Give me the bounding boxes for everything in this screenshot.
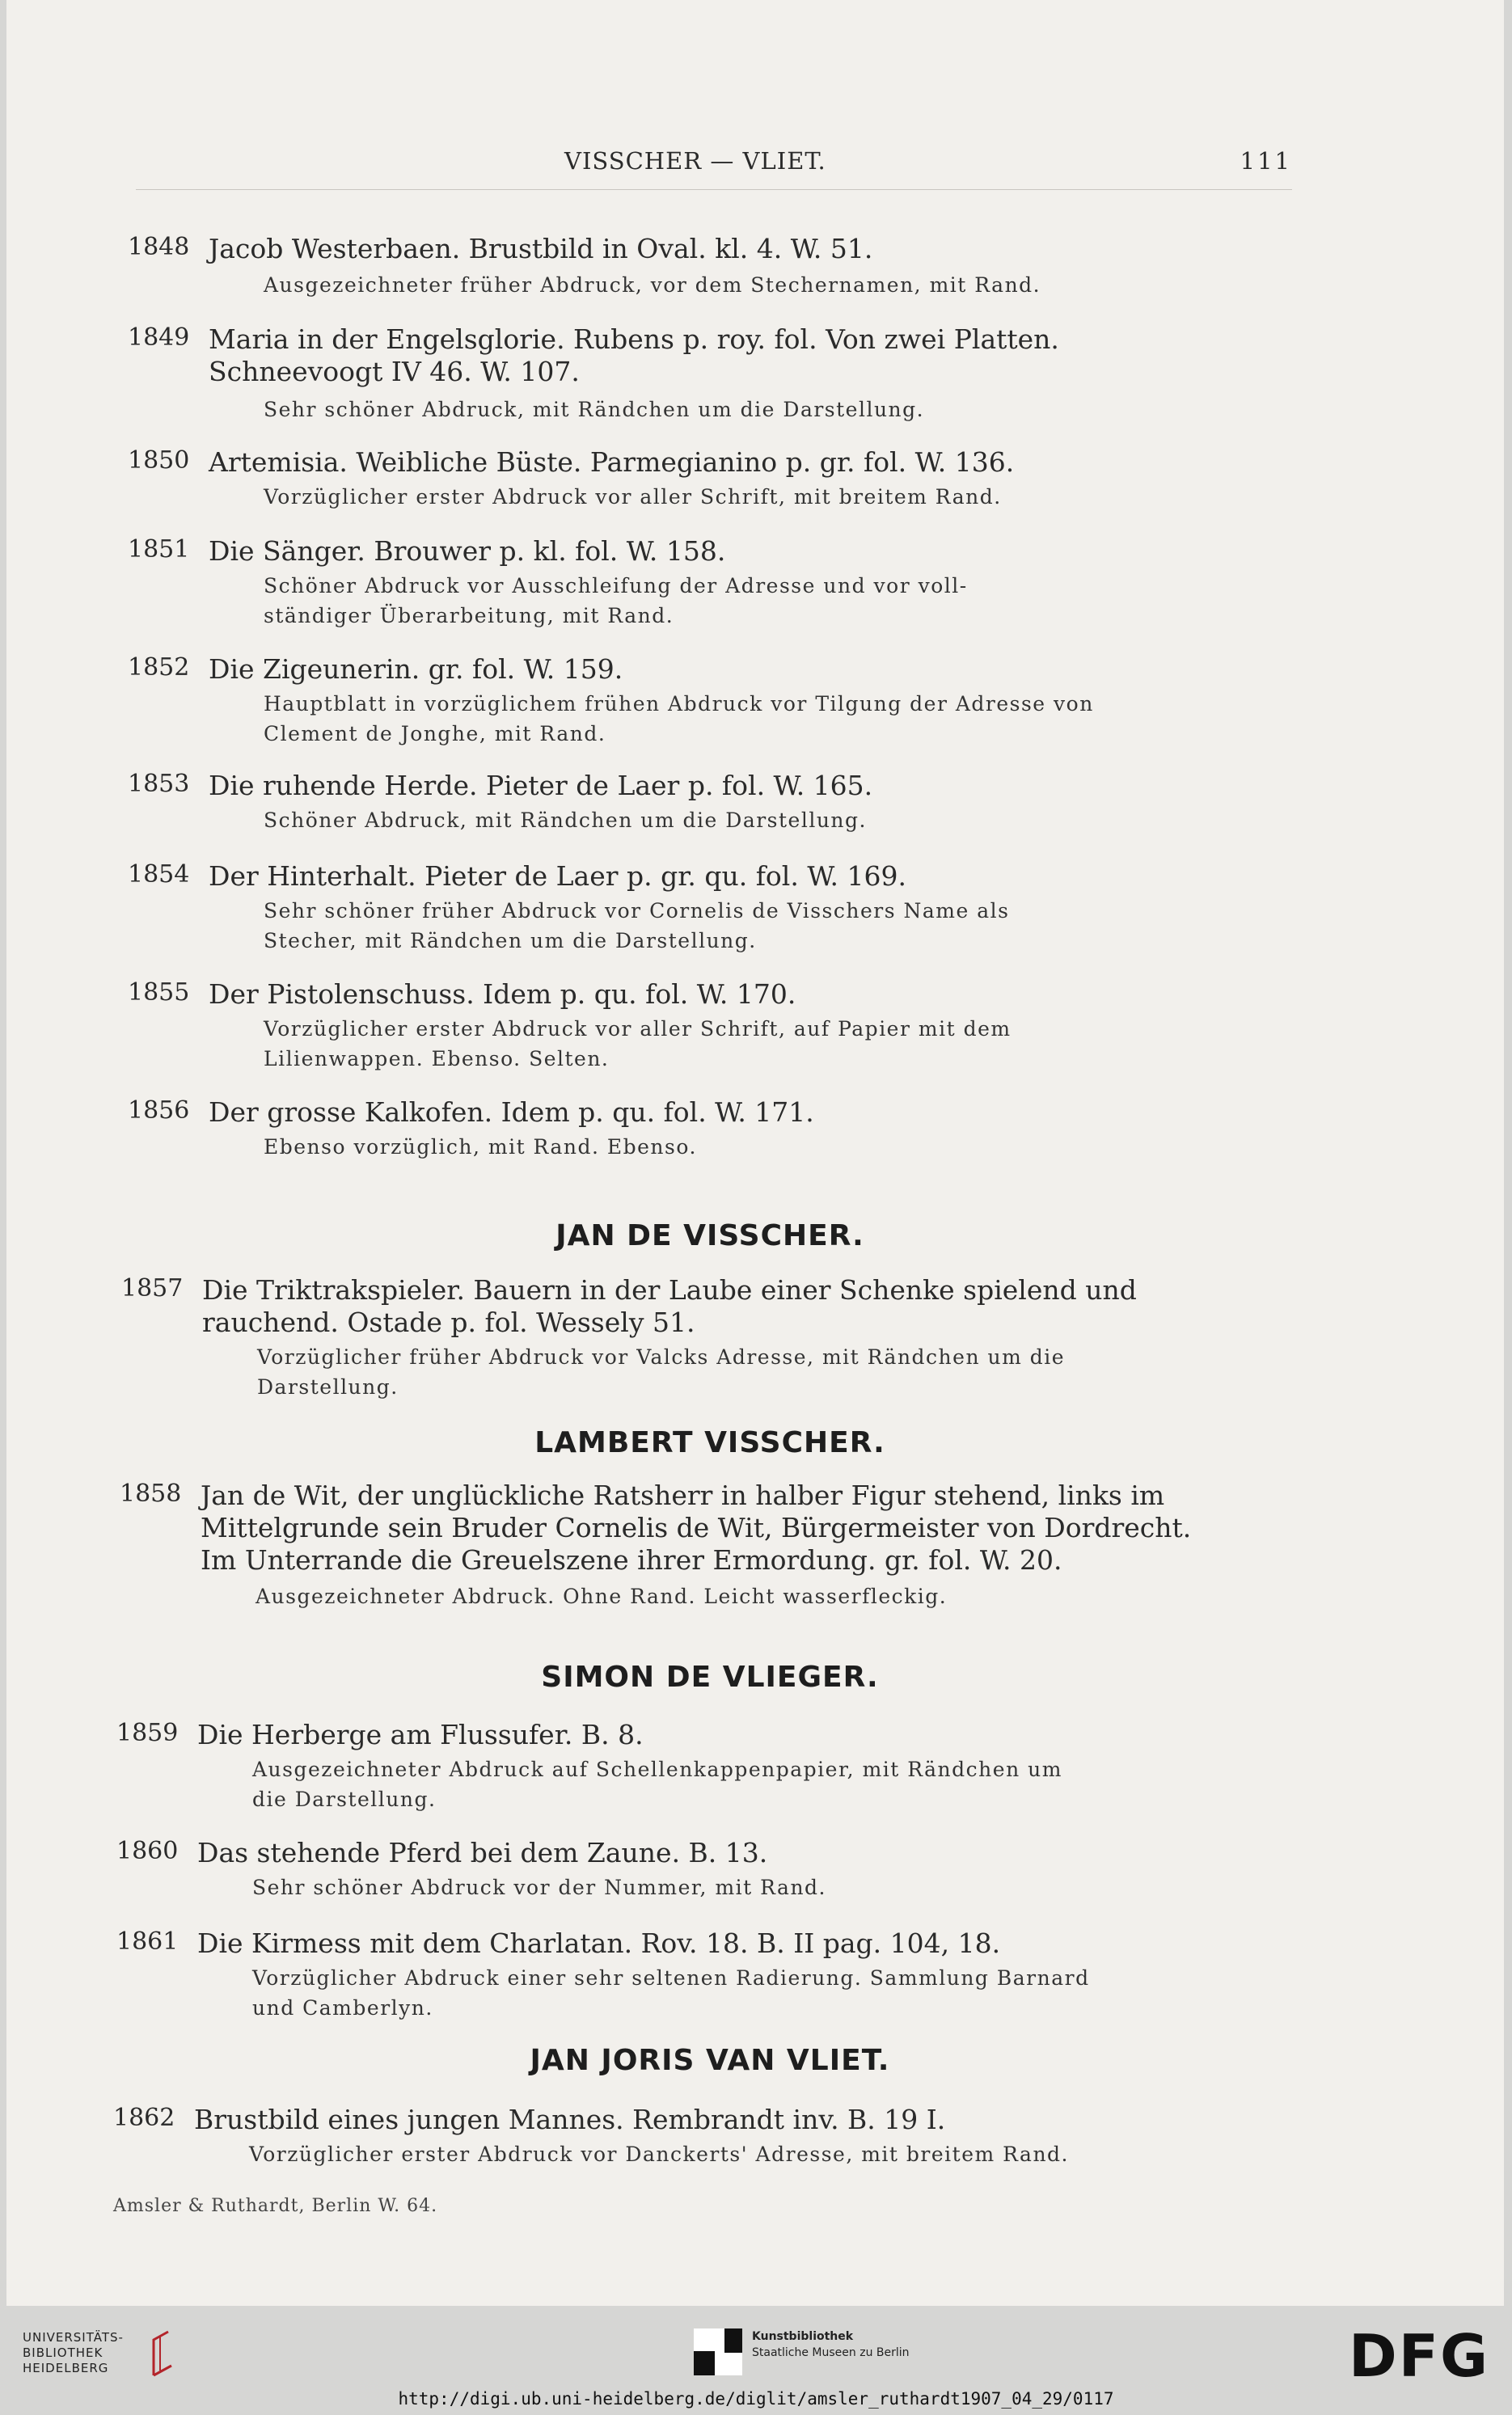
entry-note: Vorzüglicher erster Abdruck vor aller Schrift, mit breitem Rand. <box>264 485 1002 509</box>
entry-title: Die Kirmess mit dem Charlatan. Rov. 18. B. II pag. 104, 18. <box>197 1927 1001 1959</box>
entry-note: Sehr schöner Abdruck vor der Nummer, mit Rand. <box>252 1876 827 1899</box>
entry-number: 1856 <box>128 1096 190 1125</box>
entry-number: 1858 <box>120 1480 182 1508</box>
entry-title: Die Sänger. Brouwer p. kl. fol. W. 158. <box>209 535 726 567</box>
entry-title: Maria in der Engelsglorie. Rubens p. roy. fol. Von zwei Platten. <box>209 323 1059 355</box>
entry-note: Ausgezeichneter früher Abdruck, vor dem Stechernamen, mit Rand. <box>264 273 1041 297</box>
entry-title: Das stehende Pferd bei dem Zaune. B. 13. <box>197 1837 768 1868</box>
entry-title: Der Pistolenschuss. Idem p. qu. fol. W. 170. <box>209 978 796 1010</box>
entry-number: 1855 <box>128 978 190 1007</box>
kunstbibliothek-label: Kunstbibliothek Staatliche Museen zu Berlin <box>752 2330 910 2359</box>
entry-note: ständiger Überarbeitung, mit Rand. <box>264 604 674 627</box>
entry-number: 1853 <box>128 770 190 798</box>
section-heading-jan-joris-van-vliet: JAN JORIS VAN VLIET. <box>530 2044 890 2077</box>
entry-note: Hauptblatt in vorzüglichem frühen Abdruck vor Tilgung der Adresse von <box>264 692 1094 716</box>
catalogue-page <box>6 0 1504 2306</box>
section-heading-lambert-visscher: LAMBERT VISSCHER. <box>534 1426 885 1459</box>
entry-title: Die Triktrakspieler. Bauern in der Laube einer Schenke spielend und <box>202 1274 1137 1306</box>
entry-title-cont: Mittelgrunde sein Bruder Cornelis de Wit, Bürgermeister von Dordrecht. <box>201 1512 1192 1543</box>
kunstbibliothek-logo-icon <box>694 2328 742 2375</box>
entry-number: 1854 <box>128 860 190 889</box>
entry-number: 1851 <box>128 535 190 564</box>
entry-title: Der Hinterhalt. Pieter de Laer p. gr. qu. fol. W. 169. <box>209 860 906 892</box>
entry-number: 1861 <box>116 1927 179 1956</box>
entry-note: Ebenso vorzüglich, mit Rand. Ebenso. <box>264 1135 697 1159</box>
university-logo-icon <box>144 2328 179 2380</box>
entry-title: Der grosse Kalkofen. Idem p. qu. fol. W. 171. <box>209 1096 814 1128</box>
entry-number: 1860 <box>116 1837 179 1865</box>
entry-note: die Darstellung. <box>252 1788 437 1811</box>
entry-number: 1859 <box>116 1719 179 1747</box>
entry-title: Artemisia. Weibliche Büste. Parmegianino p. gr. fol. W. 136. <box>209 446 1015 478</box>
entry-title: Die Zigeunerin. gr. fol. W. 159. <box>209 653 623 685</box>
entry-number: 1850 <box>128 446 190 475</box>
entry-title-cont: Schneevoogt IV 46. W. 107. <box>209 356 580 387</box>
entry-number: 1857 <box>121 1274 184 1302</box>
entry-note: Vorzüglicher erster Abdruck vor aller Schrift, auf Papier mit dem <box>264 1017 1012 1041</box>
source-url[interactable]: http://digi.ub.uni-heidelberg.de/diglit/amsler_ruthardt1907_04_29/0117 <box>398 2389 1114 2409</box>
entry-note: Sehr schöner Abdruck, mit Rändchen um die Darstellung. <box>264 398 925 421</box>
entry-title-cont: Im Unterrande die Greuelszene ihrer Ermordung. gr. fol. W. 20. <box>201 1544 1062 1576</box>
section-heading-jan-de-visscher: JAN DE VISSCHER. <box>555 1219 864 1252</box>
entry-title: Jacob Westerbaen. Brustbild in Oval. kl. 4. W. 51. <box>209 233 873 264</box>
entry-number: 1862 <box>113 2104 175 2132</box>
entry-note: Ausgezeichneter Abdruck. Ohne Rand. Leicht wasserfleckig. <box>256 1585 948 1608</box>
running-title: VISSCHER — VLIET. <box>564 147 826 175</box>
entry-title: Jan de Wit, der unglückliche Ratsherr in halber Figur stehend, links im <box>201 1480 1165 1511</box>
entry-note: Ausgezeichneter Abdruck auf Schellenkappenpapier, mit Rändchen um <box>252 1758 1062 1781</box>
running-header <box>564 147 1292 179</box>
header-rule <box>136 189 1292 190</box>
entry-note: Darstellung. <box>257 1375 399 1399</box>
entry-note: Lilienwappen. Ebenso. Selten. <box>264 1047 610 1070</box>
entry-title: Die ruhende Herde. Pieter de Laer p. fol. W. 165. <box>209 770 873 801</box>
entry-number: 1849 <box>128 323 190 352</box>
entry-note: Vorzüglicher Abdruck einer sehr seltenen Radierung. Sammlung Barnard <box>252 1966 1090 1990</box>
entry-note: Schöner Abdruck vor Ausschleifung der Adresse und vor voll- <box>264 574 968 597</box>
entry-note: und Camberlyn. <box>252 1996 433 2020</box>
dfg-logo: DFG <box>1349 2322 1490 2390</box>
entry-title: Brustbild eines jungen Mannes. Rembrandt inv. B. 19 I. <box>194 2104 946 2135</box>
section-heading-simon-de-vlieger: SIMON DE VLIEGER. <box>541 1661 879 1694</box>
entry-number: 1852 <box>128 653 190 682</box>
entry-note: Stecher, mit Rändchen um die Darstellung. <box>264 929 757 952</box>
entry-title-cont: rauchend. Ostade p. fol. Wessely 51. <box>202 1307 695 1338</box>
entry-note: Schöner Abdruck, mit Rändchen um die Darstellung. <box>264 809 867 832</box>
page-number: 111 <box>1240 147 1292 175</box>
entry-note: Vorzüglicher erster Abdruck vor Danckerts' Adresse, mit breitem Rand. <box>249 2143 1069 2166</box>
university-library-label: UNIVERSITÄTS- BIBLIOTHEK HEIDELBERG <box>23 2330 124 2375</box>
entry-note: Vorzüglicher früher Abdruck vor Valcks Adresse, mit Rändchen um die <box>257 1345 1066 1369</box>
entry-note: Clement de Jonghe, mit Rand. <box>264 722 606 745</box>
publisher-imprint: Amsler & Ruthardt, Berlin W. 64. <box>113 2196 438 2216</box>
entry-title: Die Herberge am Flussufer. B. 8. <box>197 1719 644 1750</box>
entry-note: Sehr schöner früher Abdruck vor Cornelis de Visschers Name als <box>264 899 1010 923</box>
entry-number: 1848 <box>128 233 190 261</box>
